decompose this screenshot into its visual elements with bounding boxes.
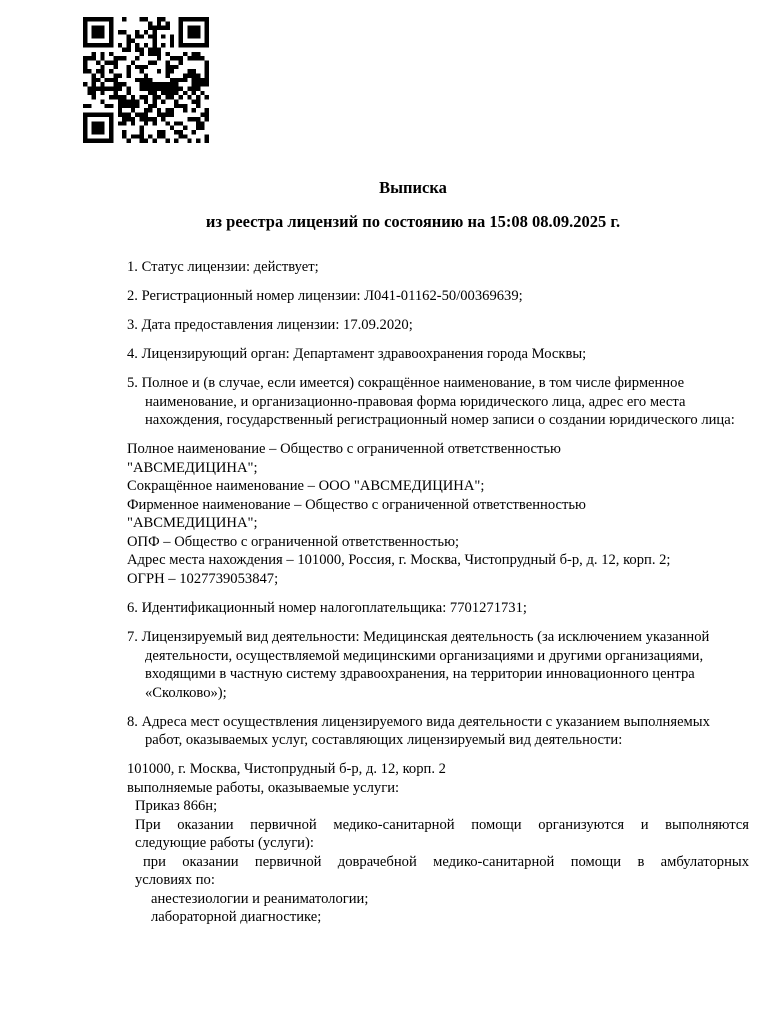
item-registration-number: 2. Регистрационный номер лицензии: Л041-01162-50/00369639; xyxy=(127,288,523,305)
item-activity-addresses: 8. Адреса мест осуществления лицензируемого вида деятельности с указанием выполняемых работ, оказываемых услуг, составляющих лицензируемый вид деятельности: xyxy=(127,713,710,749)
services-works-label: выполняемые работы, оказываемые услуги: xyxy=(127,779,400,796)
entity-brand-name-line2: "АВСМЕДИЦИНА"; xyxy=(127,515,258,532)
entity-opf: ОПФ – Общество с ограниченной ответственностью; xyxy=(127,533,460,550)
entity-short-name: Сокращённое наименование – ООО "АВСМЕДИЦИНА"; xyxy=(127,478,485,495)
entity-brand-name-line1: Фирменное наименование – Общество с ограниченной ответственностью xyxy=(127,496,586,513)
entity-ogrn: ОГРН – 1027739053847; xyxy=(127,570,279,587)
entity-details xyxy=(127,440,749,588)
services-prehospital-line2: условиях по: xyxy=(135,872,215,889)
item-license-status: 1. Статус лицензии: действует; xyxy=(127,259,319,275)
services-section xyxy=(127,760,749,927)
entity-address: Адрес места нахождения – 101000, Россия, г. Москва, Чистопрудный б-р, д. 12, корп. 2; xyxy=(127,552,671,569)
service-item: анестезиологии и реаниматологии; xyxy=(151,890,369,907)
services-primary-care-line1: При оказании первичной медико-санитарной помощи организуются и выполняются xyxy=(135,816,749,833)
entity-full-name-line2: "АВСМЕДИЦИНА"; xyxy=(127,459,258,476)
qr-code xyxy=(83,17,209,143)
document-body xyxy=(127,258,749,927)
item-licensing-authority: 4. Лицензирующий орган: Департамент здравоохранения города Москвы; xyxy=(127,346,587,363)
entity-full-name-line1: Полное наименование – Общество с ограниченной ответственностью xyxy=(127,441,561,458)
item-entity-names-heading: 5. Полное и (в случае, если имеется) сокращённое наименование, в том числе фирменное наименование, и организационно-правовая форма юридического лица, адрес его места нахождения, государственный регистрационный номер записи о создании юридического лица: xyxy=(127,375,735,429)
document-subtitle: из реестра лицензий по состоянию на 15:08 08.09.2025 г. xyxy=(205,212,621,231)
services-primary-care-line2: следующие работы (услуги): xyxy=(135,835,314,852)
services-primary-care xyxy=(127,816,749,853)
item-activity-type: 7. Лицензируемый вид деятельности: Медицинская деятельность (за исключением указанной деятельности, осуществляемой медицинскими организациями и другими организациями, входящими в частную систему здравоохранения, на территории инновационного центра «Сколково»); xyxy=(127,629,710,701)
services-prehospital-line1: при оказании первичной доврачебной медико-санитарной помощи в амбулаторных xyxy=(143,853,749,870)
qr-code-image xyxy=(83,17,209,143)
services-prehospital xyxy=(127,853,749,890)
item-issue-date: 3. Дата предоставления лицензии: 17.09.2020; xyxy=(127,317,413,334)
service-item: лабораторной диагностике; xyxy=(151,909,322,926)
services-address: 101000, г. Москва, Чистопрудный б-р, д. 12, корп. 2 xyxy=(127,761,446,778)
item-tax-id: 6. Идентификационный номер налогоплательщика: 7701271731; xyxy=(127,600,527,617)
services-order: Приказ 866н; xyxy=(135,798,218,815)
document-title: Выписка xyxy=(379,178,447,197)
